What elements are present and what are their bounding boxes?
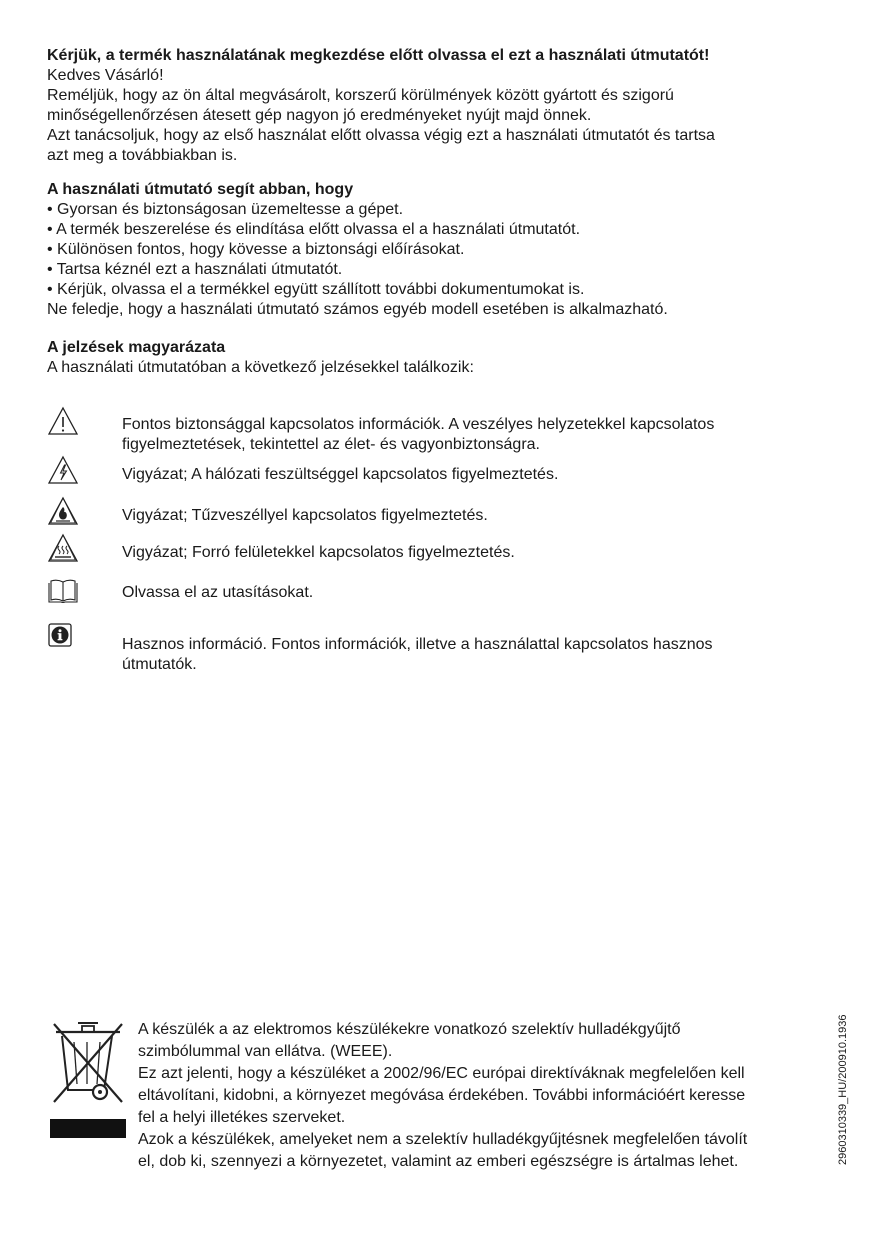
weee-line: el, dob ki, szennyezi a környezetet, valamint az emberi egészségre is ártalmas lehet. (138, 1153, 739, 1170)
symbol-desc: Vigyázat; Forró felületekkel kapcsolatos figyelmeztetés. (122, 544, 515, 561)
electric-shock-icon (47, 455, 79, 487)
intro-heading: Kérjük, a termék használatának megkezdése előtt olvassa el ezt a használati útmutatót! (47, 47, 710, 64)
symbols-heading: A jelzések magyarázata (47, 339, 226, 356)
weee-line: eltávolítani, kidobni, a környezet megóvása érdekében. További információért keresse (138, 1087, 746, 1104)
guide-note: Ne feledje, hogy a használati útmutató számos egyéb modell esetében is alkalmazható. (47, 301, 668, 318)
info-icon (47, 622, 79, 654)
weee-line: szimbólummal van ellátva. (WEEE). (138, 1043, 393, 1060)
guide-bullet: • Gyorsan és biztonságosan üzemeltesse a gépet. (47, 201, 404, 218)
weee-line: Azok a készülékek, amelyeket nem a szelektív hulladékgyűjtésnek megfelelően távolít (138, 1131, 748, 1148)
guide-bullet: • Tartsa kéznél ezt a használati útmutatót. (47, 261, 343, 278)
symbols-section (47, 338, 837, 378)
weee-line: fel a helyi illetékes szerveket. (138, 1109, 346, 1126)
intro-line: Azt tanácsoljuk, hogy az első használat előtt olvassa végig ezt a használati útmutatót és tartsa (47, 127, 715, 144)
guide-heading: A használati útmutató segít abban, hogy (47, 181, 354, 198)
symbol-desc: Hasznos információ. Fontos információk, illetve a használattal kapcsolatos hasznos (122, 636, 713, 653)
fire-hazard-icon (47, 496, 79, 528)
intro-line: minőségellenőrzésen átesett gép nagyon jó eredményeket nyújt majd önnek. (47, 107, 592, 124)
symbol-desc: Vigyázat; Tűzveszéllyel kapcsolatos figyelmeztetés. (122, 507, 488, 524)
intro-salutation: Kedves Vásárló! (47, 67, 164, 84)
weee-line: A készülék a az elektromos készülékekre vonatkozó szelektív hulladékgyűjtő (138, 1021, 681, 1038)
symbol-desc: Fontos biztonsággal kapcsolatos információk. A veszélyes helyzetekkel kapcsolatos (122, 416, 715, 433)
intro-line: Reméljük, hogy az ön által megvásárolt, korszerű körülmények között gyártott és szigorú (47, 87, 674, 104)
intro-line: azt meg a továbbiakban is. (47, 147, 238, 164)
document-code: 2960310339_HU/200910.1936 (837, 1014, 849, 1165)
hot-surface-icon (47, 533, 79, 565)
book-icon (47, 576, 79, 608)
guide-bullet: • Kérjük, olvassa el a termékkel együtt szállított további dokumentumokat is. (47, 281, 585, 298)
symbols-intro: A használati útmutatóban a következő jelzésekkel találkozik: (47, 359, 474, 376)
weee-section (138, 1019, 830, 1173)
guide-section (47, 180, 837, 320)
weee-line: Ez azt jelenti, hogy a készüléket a 2002/96/EC európai direktíváknak megfelelően kell (138, 1065, 745, 1082)
symbol-desc: útmutatók. (122, 656, 197, 673)
guide-bullet: • A termék beszerelése és elindítása előtt olvassa el a használati útmutatót. (47, 221, 581, 238)
symbol-desc: Olvassa el az utasításokat. (122, 584, 314, 601)
warning-triangle-icon (47, 406, 79, 438)
guide-bullet: • Különösen fontos, hogy kövesse a biztonsági előírásokat. (47, 241, 465, 258)
symbol-desc: figyelmeztetések, tekintettel az élet- és vagyonbiztonságra. (122, 436, 540, 453)
intro-section (47, 46, 837, 166)
crossed-bin-icon (50, 1020, 126, 1138)
symbol-desc: Vigyázat; A hálózati feszültséggel kapcsolatos figyelmeztetés. (122, 466, 559, 483)
